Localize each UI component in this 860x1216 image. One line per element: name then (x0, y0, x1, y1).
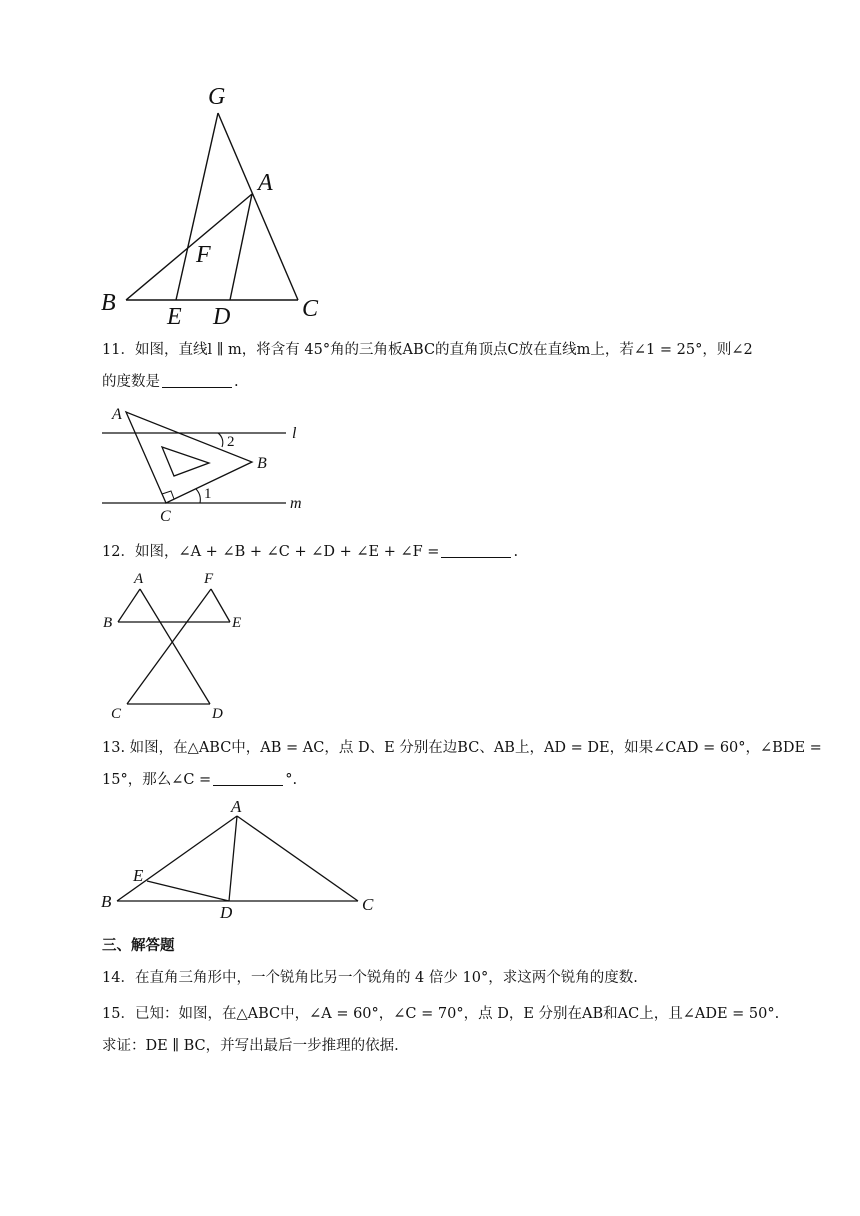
question-13-end: °. (285, 772, 298, 788)
question-11-end: . (234, 374, 239, 390)
label-c: C (111, 706, 122, 722)
label-e: E (232, 615, 242, 631)
label-c: C (302, 296, 319, 322)
label-m: m (290, 495, 302, 512)
question-11-prompt: 的度数是 (102, 374, 160, 390)
label-a: A (258, 170, 273, 196)
label-b: B (101, 290, 116, 316)
label-f: F (204, 571, 214, 587)
label-d: D (212, 706, 223, 722)
section-heading: 三、解答题 (102, 938, 175, 954)
segment-ac (237, 816, 358, 901)
question-15-line1: 15．已知：如图，在△ABC中，∠A = 60°，∠C = 70°，点 D，E 分别在AB和AC上，且∠ADE = 50°. (102, 1006, 780, 1022)
question-15-line2: 求证：DE ∥ BC，并写出最后一步推理的依据. (102, 1038, 399, 1054)
label-b: B (257, 455, 267, 472)
label-e: E (167, 304, 182, 330)
question-12-end: . (513, 544, 519, 560)
label-e: E (133, 866, 144, 885)
label-l: l (292, 425, 297, 442)
label-a: A (134, 571, 144, 587)
label-d: D (220, 903, 233, 922)
label-a: A (231, 797, 242, 816)
label-g: G (208, 84, 226, 110)
label-f: F (196, 242, 211, 268)
segment-ad (229, 816, 237, 901)
question-11-line1: 11．如图，直线l ∥ m，将含有 45°角的三角板ABC的直角顶点C放在直线m上，若∠1 = 25°，则∠2 (102, 342, 753, 358)
label-angle-2: 2 (227, 434, 235, 450)
segment-ed (147, 881, 229, 901)
question-13-prompt: 15°，那么∠C = (102, 772, 212, 788)
label-b: B (101, 892, 112, 911)
question-13-line1: 13. 如图，在△ABC中，AB = AC，点 D、E 分别在边BC、AB上，AD = DE，如果∠CAD = 60°，∠BDE = (102, 740, 822, 756)
label-angle-1: 1 (204, 486, 212, 502)
label-c: C (160, 508, 171, 525)
label-d: D (213, 304, 231, 330)
label-b: B (103, 615, 113, 631)
label-a: A (112, 406, 122, 423)
question-14: 14．在直角三角形中，一个锐角比另一个锐角的 4 倍少 10°，求这两个锐角的度数. (102, 970, 638, 986)
question-12-prompt: 12．如图，∠A + ∠B + ∠C + ∠D + ∠E + ∠F = (102, 544, 440, 560)
label-c: C (362, 895, 374, 914)
